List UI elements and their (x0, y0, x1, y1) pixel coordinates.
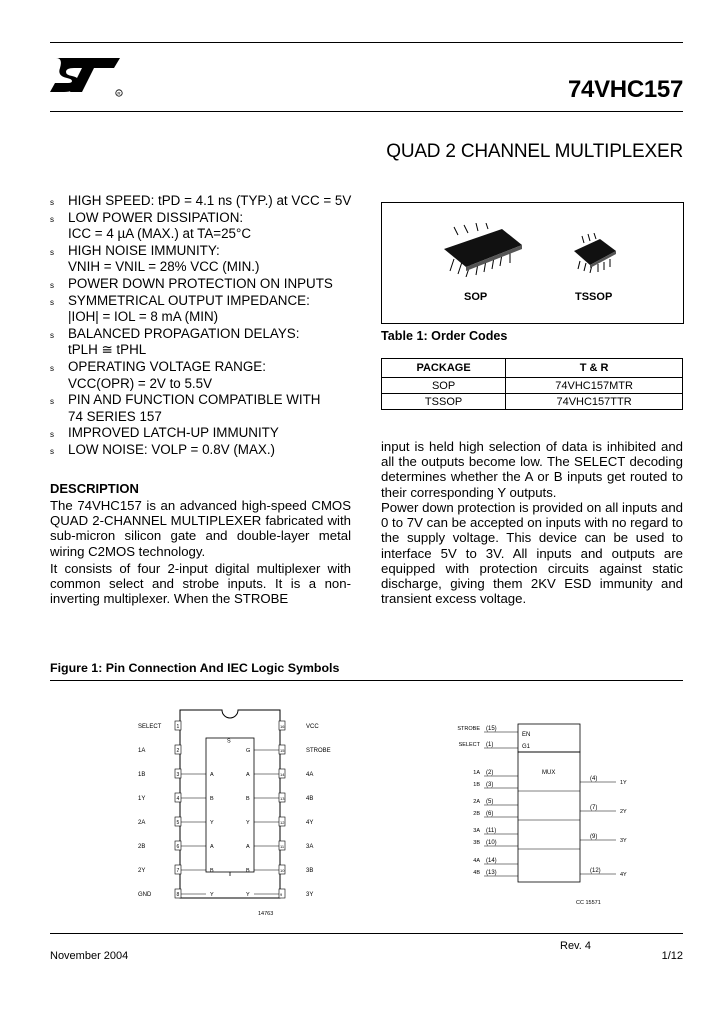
gate-label-left: A (210, 844, 214, 850)
top-rule (50, 42, 683, 43)
pin-number-left: 2 (176, 748, 180, 754)
iec-input-number: (14) (486, 858, 497, 864)
description-paragraph-1: The 74VHC157 is an advanced high-speed CMOS QUAD 2-CHANNEL MULTIPLEXER fabricated with sub-micron silicon gate and double-layer metal wiring C2MOS technology. (50, 498, 351, 559)
iec-input-label: 1B (473, 782, 480, 788)
gate-label-right: B (246, 796, 250, 802)
iec-output-number: (12) (590, 868, 601, 874)
feature-item: s HIGH NOISE IMMUNITY: (50, 242, 220, 258)
pin-connection-diagram (130, 700, 340, 922)
gate-label-left: Y (210, 892, 214, 898)
pin-label-right: 3Y (306, 892, 314, 898)
table-row (382, 378, 683, 394)
iec-input-number: (10) (486, 840, 497, 846)
pin-label-left: 2A (138, 820, 146, 826)
tssop-package-drawing (570, 233, 620, 273)
figure-bottom-rule (50, 933, 683, 934)
feature-detail: |IOH| = IOL = 8 mA (MIN) (68, 309, 219, 325)
gate-label-left: B (210, 796, 214, 802)
iec-logic-symbol (440, 712, 650, 912)
iec-input-label: 4A (473, 858, 480, 864)
table-cell: 74VHC157TTR (506, 394, 683, 410)
pin-number-left: 5 (176, 820, 180, 826)
footer-date: November 2004 (50, 950, 129, 962)
feature-item: s LOW POWER DISSIPATION: (50, 209, 244, 225)
pin-label-right: STROBE (306, 748, 331, 754)
pin-number-left: 6 (176, 844, 180, 850)
iec-input-number: (11) (486, 828, 497, 834)
iec-ctrl-en: EN (522, 732, 531, 738)
feature-item: s HIGH SPEED: tPD = 4.1 ns (TYP.) at VCC = 5V (50, 193, 352, 208)
iec-input-label: 3A (473, 828, 480, 834)
pin-label-left: 1A (138, 748, 146, 754)
order-codes-table (381, 358, 683, 410)
pin-label-right: VCC (306, 724, 319, 730)
pin-number-right: 9 (280, 892, 283, 897)
gate-label-right: A (246, 772, 250, 778)
iec-input-number: (15) (486, 726, 497, 732)
column-header-package: PACKAGE (382, 359, 506, 378)
tssop-label: TSSOP (575, 291, 613, 303)
iec-input-number: (6) (486, 811, 494, 817)
iec-output-number: (4) (590, 776, 598, 782)
description-paragraph-4: Power down protection is provided on all inputs and 0 to 7V can be accepted on inputs with no regard to the supply voltage. This device can be used to interface 5V to 3V. All inputs and outputs are equipped with protection circuits against static discharge, giving them 2KV ESD immunity and transient excess voltage. (381, 500, 683, 607)
description-paragraph-3: input is held high selection of data is inhibited and all the outputs become low. The SELECT decoding determines whether the A or B inputs get routed to their corresponding Y outputs. (381, 439, 683, 500)
pin-number-right: 14 (280, 772, 285, 777)
feature-detail: VNIH = VNIL = 28% VCC (MIN.) (68, 259, 260, 275)
description-heading: DESCRIPTION (50, 481, 139, 496)
pin-number-left: 1 (176, 724, 180, 730)
pin-number-left: 8 (176, 892, 180, 898)
iec-input-number: (13) (486, 870, 497, 876)
feature-detail: ICC = 4 µA (MAX.) at TA=25°C (68, 226, 251, 242)
pin-number-left: 3 (176, 772, 180, 778)
table-header-row (382, 359, 683, 378)
pin-number-right: 15 (280, 748, 285, 753)
order-table-caption: Table 1: Order Codes (381, 329, 508, 343)
pin-label-left: GND (138, 892, 152, 898)
gate-label-left: S (227, 738, 231, 745)
iec-input-label: STROBE (457, 726, 480, 732)
feature-item: s LOW NOISE: VOLP = 0.8V (MAX.) (50, 441, 275, 457)
feature-item: s SYMMETRICAL OUTPUT IMPEDANCE: (50, 292, 310, 308)
gate-label-right: G (246, 748, 251, 754)
gate-label-right: B (246, 868, 250, 874)
table-cell: SOP (382, 378, 506, 394)
gate-label-left: B (210, 868, 214, 874)
sop-label: SOP (464, 291, 488, 303)
pin-number-left: 4 (176, 796, 180, 802)
pin-label-left: 2B (138, 844, 146, 850)
table-cell: TSSOP (382, 394, 506, 410)
feature-item: s PIN AND FUNCTION COMPATIBLE WITH (50, 392, 321, 408)
gate-label-right: A (246, 844, 250, 850)
iec-input-number: (3) (486, 782, 494, 788)
iec-output-label: 3Y (620, 838, 627, 844)
pin-label-left: 2Y (138, 868, 146, 874)
iec-input-label: 3B (473, 840, 480, 846)
pin-label-left: 1B (138, 772, 146, 778)
pin-number-left: 7 (176, 868, 180, 874)
iec-output-label: 4Y (620, 872, 627, 878)
header-rule (50, 111, 683, 112)
pin-label-left: SELECT (138, 724, 162, 730)
package-box (381, 202, 684, 324)
iec-output-label: 2Y (620, 809, 627, 815)
sop-package-drawing (440, 223, 526, 277)
iec-input-label: 4B (473, 870, 480, 876)
iec-output-number: (7) (590, 805, 598, 811)
part-number: 74VHC157 (567, 76, 683, 103)
features-list (50, 193, 360, 459)
pin-number-right: 16 (280, 724, 285, 729)
iec-ctrl-g1: G1 (522, 744, 531, 750)
pin-number-right: 12 (280, 820, 285, 825)
pin-number-right: 11 (280, 844, 285, 849)
gate-label-left: A (210, 772, 214, 778)
iec-input-number: (5) (486, 799, 494, 805)
feature-item: s OPERATING VOLTAGE RANGE: (50, 358, 266, 374)
iec-input-number: (1) (486, 742, 494, 748)
iec-output-label: 1Y (620, 780, 627, 786)
page-number: 1/12 (661, 950, 683, 962)
pin-number-right: 10 (280, 868, 285, 873)
description-paragraph-2: It consists of four 2-input digital multiplexer with common select and strobe inputs. It is a non-inverting multiplexer. When the STROBE (50, 561, 351, 607)
gate-label-left: Y (210, 820, 214, 826)
feature-detail: tPLH ≅ tPHL (68, 342, 147, 358)
svg-text:R: R (117, 91, 121, 96)
table-cell: 74VHC157MTR (506, 378, 683, 394)
pin-label-right: 4B (306, 796, 314, 802)
pin-number-right: 13 (280, 796, 285, 801)
figure-caption: Figure 1: Pin Connection And IEC Logic Symbols (50, 661, 340, 675)
iec-mux-label: MUX (542, 770, 556, 776)
feature-detail: 74 SERIES 157 (68, 408, 162, 424)
gate-label-right: Y (246, 892, 250, 898)
feature-detail: VCC(OPR) = 2V to 5.5V (68, 375, 213, 391)
pin-label-right: 4Y (306, 820, 314, 826)
document-subtitle: QUAD 2 CHANNEL MULTIPLEXER (386, 141, 683, 162)
iec-input-number: (2) (486, 770, 494, 776)
pin-label-right: 3B (306, 868, 314, 874)
feature-item: s BALANCED PROPAGATION DELAYS: (50, 325, 300, 341)
table-row (382, 394, 683, 410)
pin-label-right: 3A (306, 844, 314, 850)
figure-ref-right: CC 15571 (576, 900, 601, 906)
figure-ref-left: 14763 (258, 911, 274, 917)
iec-output-number: (9) (590, 834, 598, 840)
iec-input-label: 2B (473, 811, 480, 817)
revision: Rev. 4 (560, 940, 591, 952)
iec-input-label: 1A (473, 770, 480, 776)
feature-item: s IMPROVED LATCH-UP IMMUNITY (50, 425, 279, 441)
pin-label-left: 1Y (138, 796, 146, 802)
iec-input-label: SELECT (458, 742, 480, 748)
st-logo (48, 52, 128, 100)
feature-item: s POWER DOWN PROTECTION ON INPUTS (50, 275, 333, 291)
figure-top-rule (50, 680, 683, 681)
column-header-tr: T & R (506, 359, 683, 378)
iec-input-label: 2A (473, 799, 480, 805)
gate-label-right: Y (246, 820, 250, 826)
pin-label-right: 4A (306, 772, 314, 778)
